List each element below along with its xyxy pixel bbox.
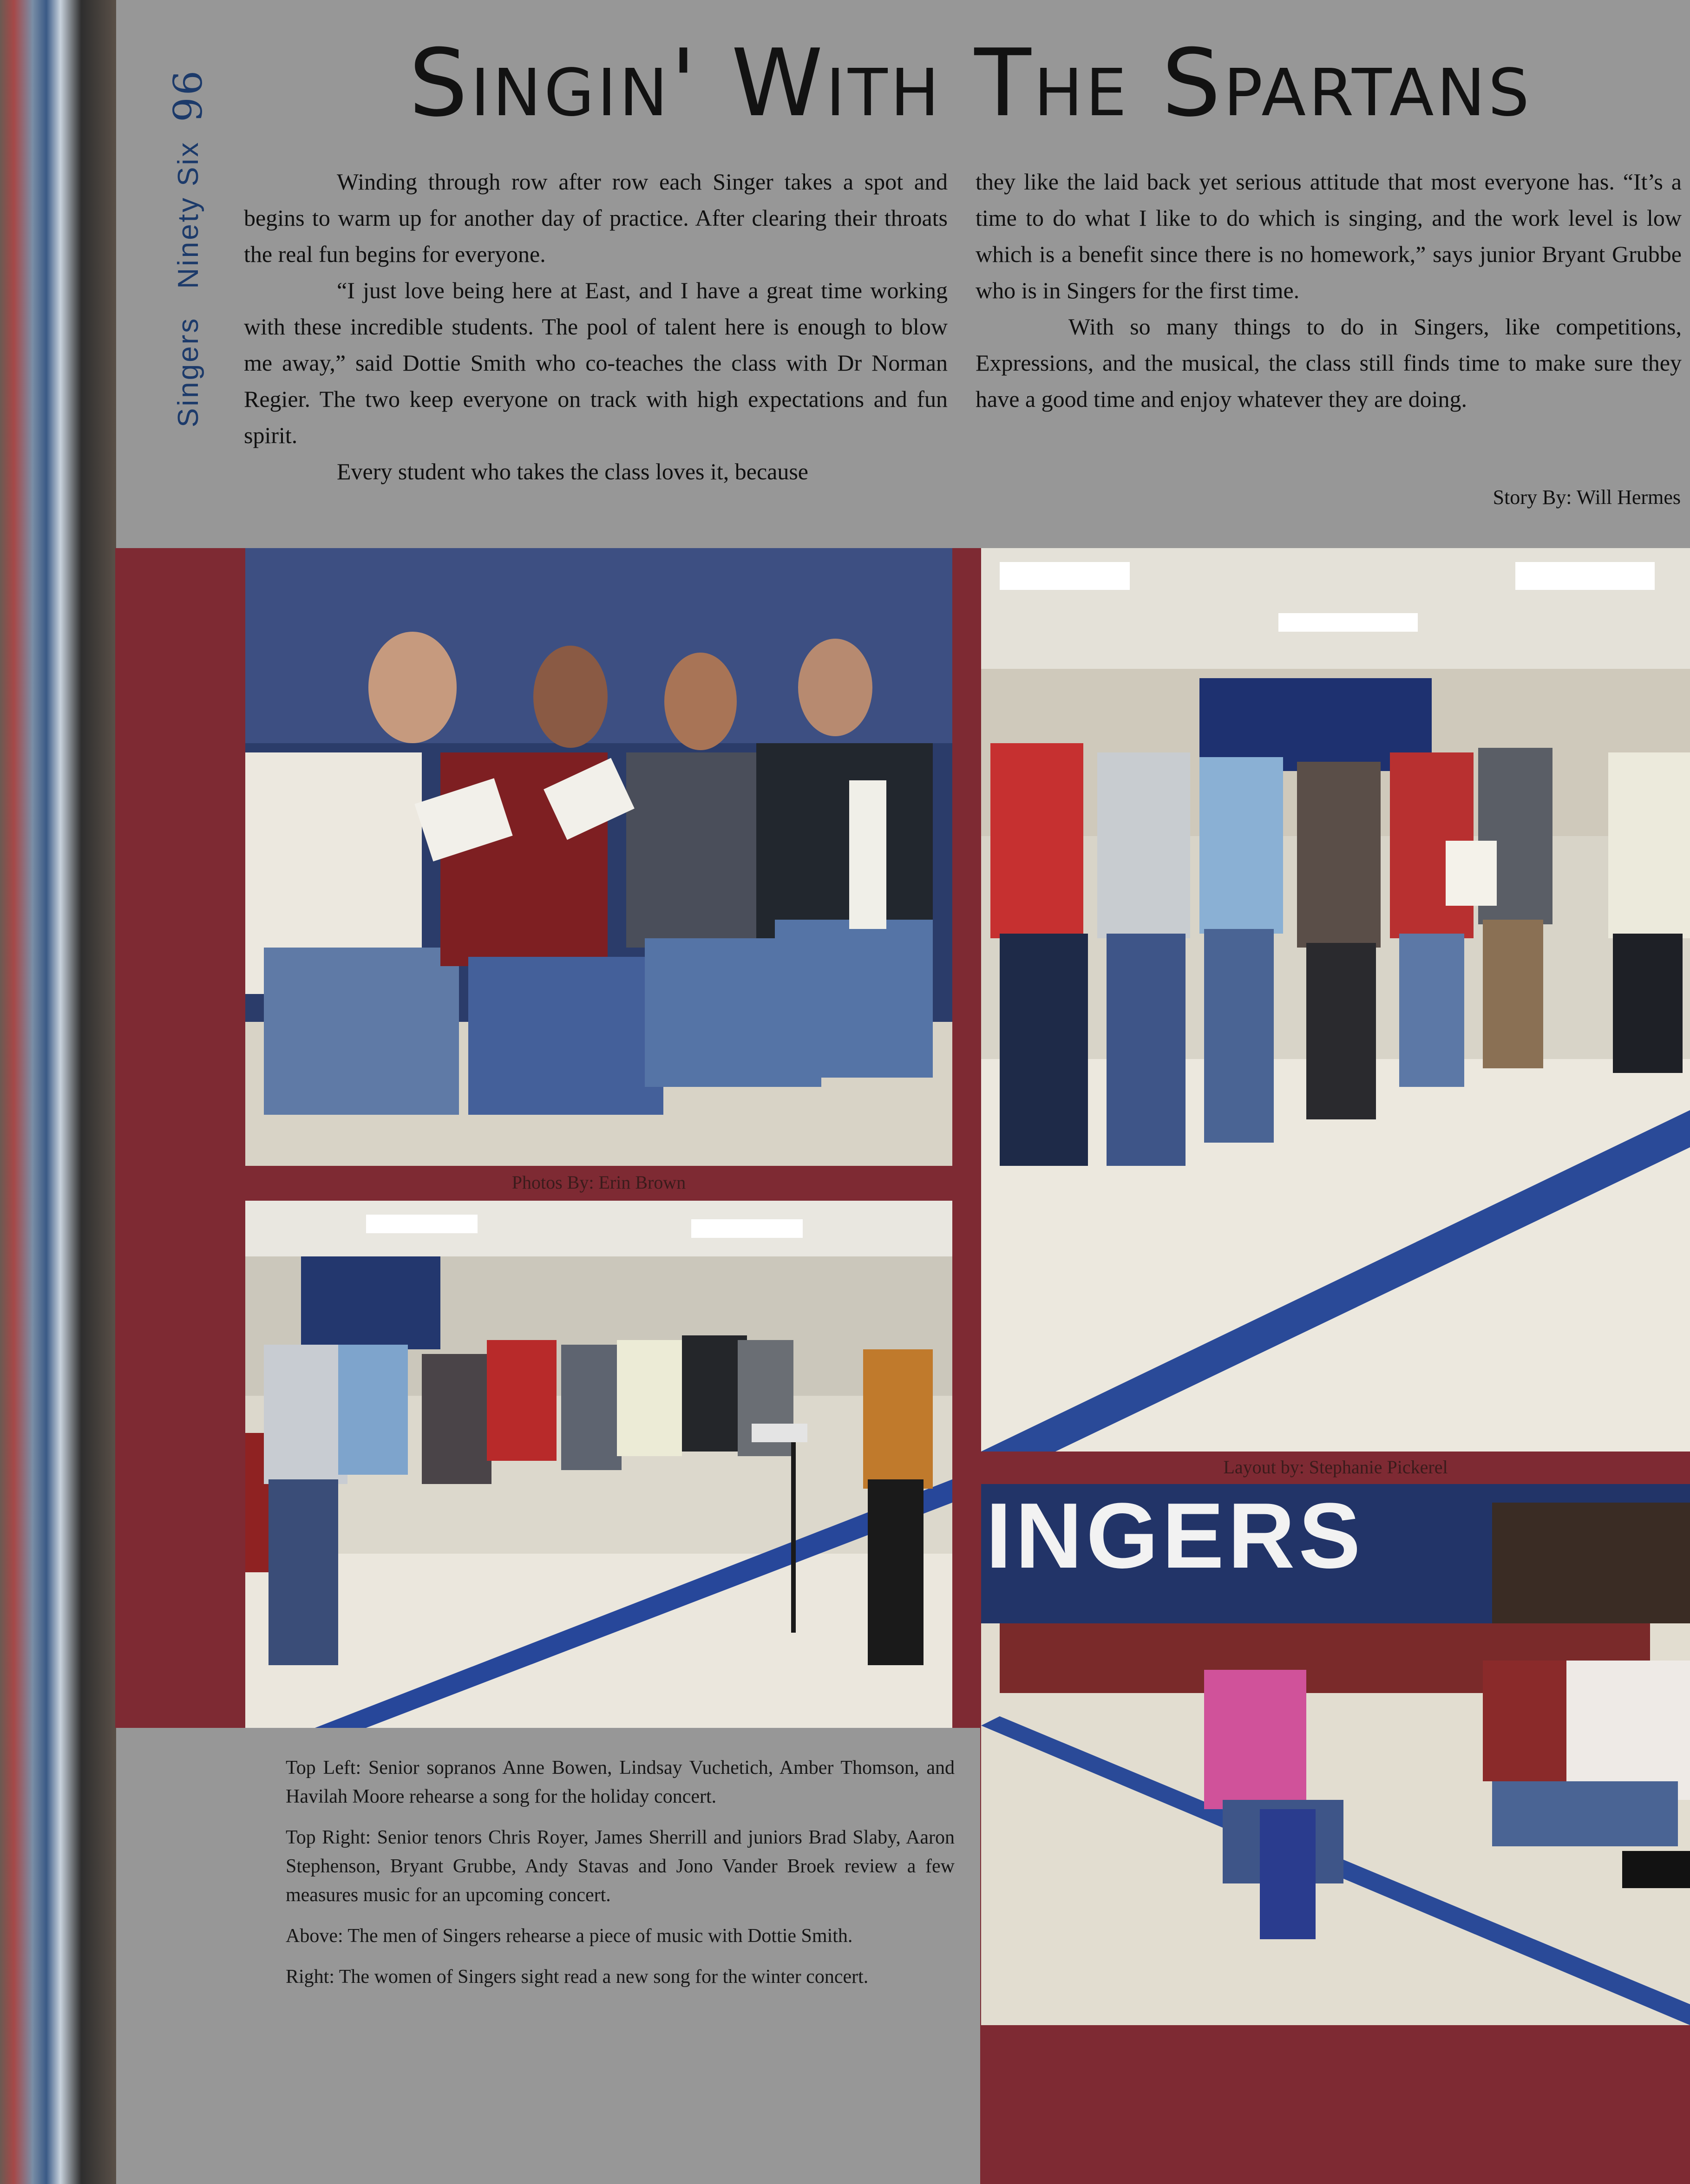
photo-right-image	[981, 1484, 1690, 2025]
caption-top-right: Top Right: Senior tenors Chris Royer, James Sherrill and juniors Brad Slaby, Aaron Stephenson, Bryant Grubbe, Andy Stavas and Jono Vander Broek review a few measures music for an upcoming concert.	[286, 1827, 955, 1906]
photo-top-left-sopranos	[245, 548, 952, 1166]
photo-top-right-tenors	[981, 548, 1690, 1452]
photo-above-men-rehearsal	[245, 1201, 952, 1728]
caption-right: Right: The women of Singers sight read a new song for the winter concert.	[286, 1966, 869, 1988]
section-label: Singers	[172, 316, 204, 427]
photo-above-image	[245, 1201, 952, 1728]
page-title: Singin' With The Spartans	[409, 29, 1533, 137]
story-paragraph: Winding through row after row each Singer takes a spot and begins to warm up for another day of practice. After clearing their throats the real fun begins for everyone.	[244, 169, 948, 267]
story-byline: Story By: Will Hermes	[1493, 486, 1681, 509]
story-paragraph: With so many things to do in Singers, like competitions, Expressions, and the musical, the class still finds time to make sure they have a good time and enjoy whatever they are doing.	[976, 314, 1682, 412]
page-number: 96	[165, 68, 211, 122]
layout-credit: Layout by: Stephanie Pickerel	[1223, 1457, 1448, 1478]
story-column-right	[976, 163, 1682, 417]
photo-right-women-sight-read	[981, 1484, 1690, 2025]
wall-banner-text: INGERS	[986, 1484, 1364, 1588]
photo-top-left-image	[245, 548, 952, 1166]
photo-top-right-image	[981, 548, 1690, 1452]
story-paragraph: “I just love being here at East, and I have a great time working with these incredible students. The pool of talent here is enough to blow me away,” said Dottie Smith who co-teaches the class with Dr Norman Regier. The two keep everyone on track with high expectations and fun spirit.	[244, 277, 948, 448]
caption-top-left: Top Left: Senior sopranos Anne Bowen, Lindsay Vuchetich, Amber Thomson, and Havilah Moore rehearse a song for the holiday concert.	[286, 1757, 955, 1807]
book-binding-edge	[0, 0, 116, 2184]
page-number-words: Ninety Six	[172, 140, 204, 289]
story-paragraph: they like the laid back yet serious attitude that most everyone has. “It’s a time to do what I like to do which is singing, and the work level is low which is a benefit since there is no homework,” says junior Bryant Grubbe who is in Singers for the first time.	[976, 169, 1682, 303]
caption-above: Above: The men of Singers rehearse a piece of music with Dottie Smith.	[286, 1925, 853, 1947]
photo-captions	[286, 1753, 955, 2003]
story-paragraph: Every student who takes the class loves it, because	[337, 458, 808, 484]
page-marker	[156, 28, 221, 427]
photo-credit: Photos By: Erin Brown	[511, 1172, 686, 1193]
story-column-left	[244, 163, 948, 490]
